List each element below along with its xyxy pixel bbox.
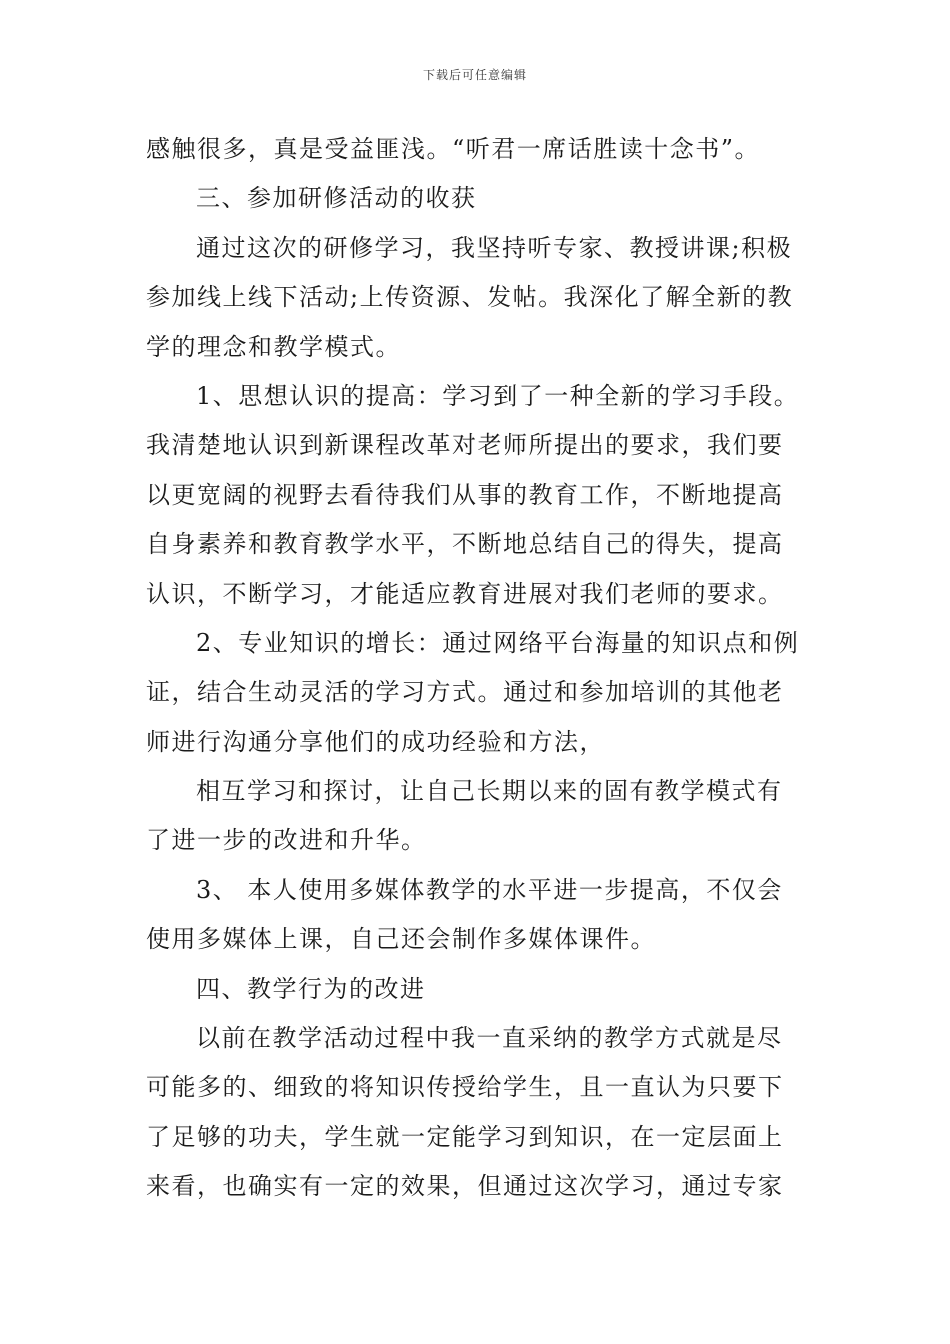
text-line: 通过这次的研修学习，我坚持听专家、教授讲课;积极 — [196, 233, 793, 262]
text-line: 认识，不断学习，才能适应教育进展对我们老师的要求。 — [146, 579, 784, 608]
text-line: 1、思想认识的提高：学习到了一种全新的学习手段。 — [196, 381, 800, 410]
text-line: 3、 本人使用多媒体教学的水平进一步提高，不仅会 — [196, 875, 783, 904]
text-line: 自身素养和教育教学水平，不断地总结自己的得失，提高 — [146, 530, 784, 559]
text-line: 我清楚地认识到新课程改革对老师所提出的要求，我们要 — [146, 431, 784, 460]
text-line: 可能多的、细致的将知识传授给学生，且一直认为只要下 — [146, 1073, 784, 1102]
section-heading-teaching: 四、教学行为的改进 — [196, 974, 426, 1003]
text-line: 证，结合生动灵活的学习方式。通过和参加培训的其他老 — [146, 678, 784, 707]
text-line: 使用多媒体上课，自己还会制作多媒体课件。 — [146, 925, 656, 954]
text-line: 学的理念和教学模式。 — [146, 332, 401, 361]
text-line: 参加线上线下活动;上传资源、发帖。我深化了解全新的教 — [146, 283, 794, 312]
text-line: 相互学习和探讨，让自己长期以来的固有教学模式有 — [196, 777, 783, 806]
text-line: 以前在教学活动过程中我一直采纳的教学方式就是尽 — [196, 1024, 783, 1053]
text-line: 来看，也确实有一定的效果，但通过这次学习，通过专家 — [146, 1172, 784, 1201]
document-body — [146, 125, 810, 1212]
text-line: 师进行沟通分享他们的成功经验和方法， — [146, 727, 605, 756]
text-line: 感触很多，真是受益匪浅。“听君一席话胜读十念书”。 — [146, 135, 761, 163]
text-line: 2、专业知识的增长：通过网络平台海量的知识点和例 — [196, 628, 800, 657]
text-line: 了足够的功夫，学生就一定能学习到知识，在一定层面上 — [146, 1122, 784, 1151]
section-heading-harvest: 三、参加研修活动的收获 — [196, 184, 477, 213]
text-line: 以更宽阔的视野去看待我们从事的教育工作，不断地提高 — [146, 480, 784, 509]
text-line: 了进一步的改进和升华。 — [146, 826, 427, 855]
page-header: 下载后可任意编辑 — [422, 68, 527, 82]
